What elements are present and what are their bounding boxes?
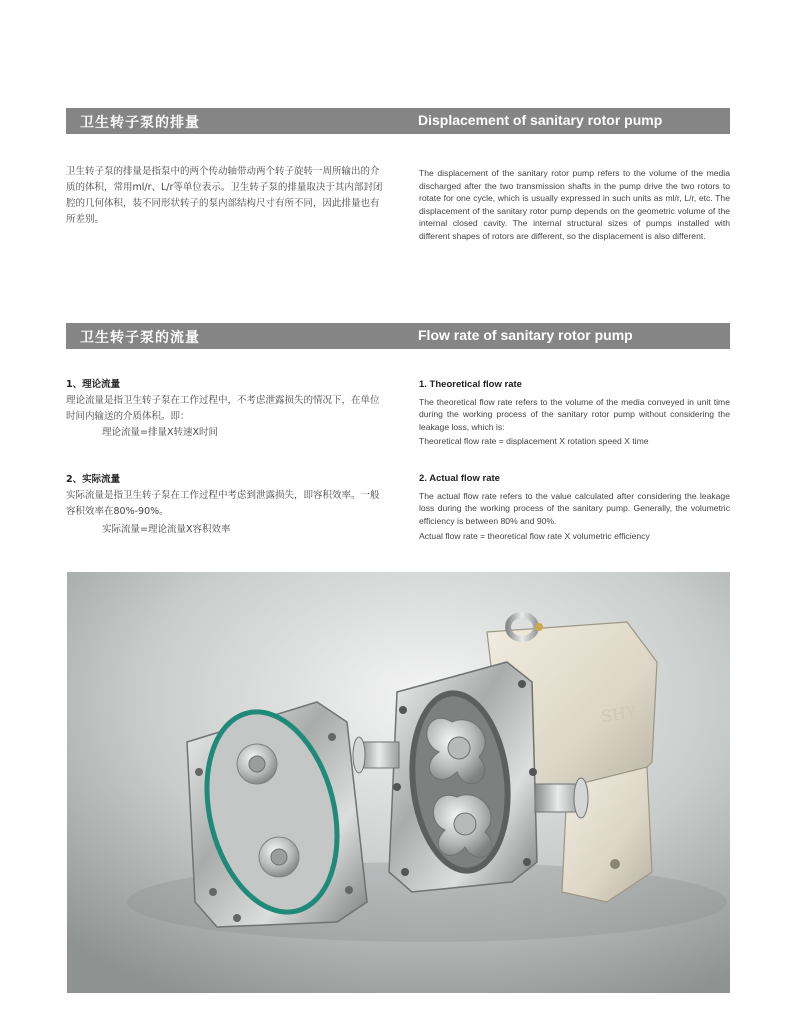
actual-heading-en: 2. Actual flow rate (419, 473, 500, 484)
theoretical-heading-cn: 1、理论流量 (66, 379, 121, 390)
section-header-flow-rate (66, 323, 730, 349)
brand-mark: SHY (599, 702, 638, 726)
theoretical-flow-cn (66, 377, 384, 441)
theoretical-formula-cn: 理论流量=排量X转速X时间 (102, 427, 218, 438)
section-title-en: Flow rate of sanitary rotor pump (418, 327, 633, 343)
pump-front-plate (389, 662, 537, 892)
lower-rotor (433, 795, 492, 858)
actual-flow-cn (66, 472, 384, 538)
section-title-en: Displacement of sanitary rotor pump (418, 112, 663, 128)
theoretical-body-en: The theoretical flow rate refers to the volume of the media conveyed in unit time during the working process of the sanitary rotor pump without considering the leakage loss, which is: (419, 396, 730, 432)
theoretical-heading-en: 1. Theoretical flow rate (419, 379, 522, 390)
actual-formula-cn: 实际流量=理论流量X容积效率 (102, 524, 231, 535)
outlet-port (535, 778, 588, 818)
actual-formula-en: Actual flow rate = theoretical flow rate X volumetric efficiency (419, 531, 650, 541)
displacement-text-en: The displacement of the sanitary rotor pump refers to the volume of the media discharged after the two transmission shafts in the pump drive the two rotors to rotate for one cycle, which is usually expressed in such units as ml/r, L/r, etc. The displacement of the sanitary rotor pump depends on the geometric volume of the internal closed cavity. The internal structural sizes of pumps installed with different shapes of rotors are different, so the displacement is also different. (419, 168, 730, 241)
section-title-cn: 卫生转子泵的流量 (80, 330, 200, 346)
rotor-pump-illustration (67, 572, 730, 993)
actual-body-en: The actual flow rate refers to the value calculated after considering the leakage loss during the working process of the sanitary pump. Generally, the volumetric efficiency is between 80% and 90%. (419, 490, 730, 526)
actual-flow-en (419, 473, 730, 543)
inlet-port (353, 737, 399, 773)
displacement-text-cn: 卫生转子泵的排量是指泵中的两个传动轴带动两个转子旋转一周所输出的介质的体积，常用ml/r、L/r等单位表示。卫生转子泵的排量取决于其内部封闭腔的几何体积，装不同形状转子的泵内部结构尺寸有所不同，因此排量也有所差别。 (66, 166, 383, 225)
actual-heading-cn: 2、实际流量 (66, 474, 121, 485)
rotor-pump-photo (67, 572, 730, 993)
theoretical-body-cn: 理论流量是指卫生转子泵在工作过程中，不考虑泄露损失的情况下，在单位时间内输送的介质体积。即： (66, 395, 380, 422)
section-header-displacement (66, 108, 730, 134)
actual-body-cn: 实际流量是指卫生转子泵在工作过程中考虑到泄露损失，即容积效率。一般容积效率在80%-90%。 (66, 490, 380, 517)
theoretical-formula-en: Theoretical flow rate = displacement X rotation speed X time (419, 436, 649, 446)
theoretical-flow-en (419, 379, 730, 448)
section-title-cn: 卫生转子泵的排量 (80, 115, 200, 131)
